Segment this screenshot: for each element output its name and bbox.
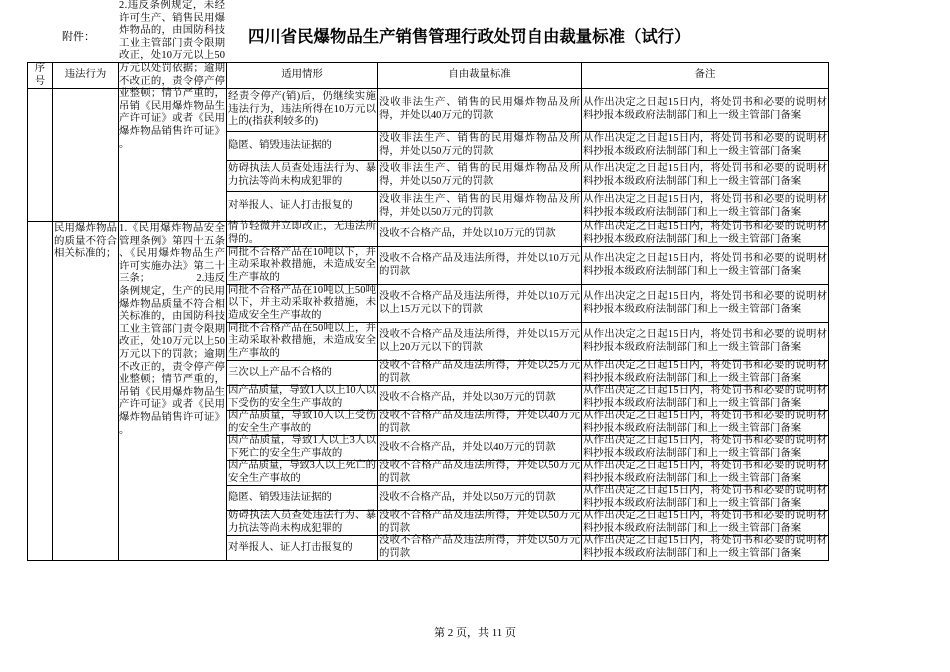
remark-line: 料抄报本级政府法制部门和上一级主管部门备案 [583,206,802,218]
situation-text [228,436,376,460]
situation-line: 因产品质量，导致1人以上3人以 [228,435,377,447]
situation-cell [226,322,378,361]
attachment-label: 附件： [62,31,95,43]
situation-text [228,411,376,435]
situation-text [228,536,376,560]
basis-line [119,273,225,286]
standard-cell [377,88,582,132]
remark-line: 料抄报本级政府法制部门和上一级主管部门备案 [583,303,802,315]
remark-line: 料抄报本级政府法制部门和上一级主管部门备案 [583,523,802,534]
remark-cell [581,535,829,561]
remark-line: 从作出决定之日起15日内，将处罚书和必要的说明材 [583,290,828,302]
remark-line: 从作出决定之日起15日内，将处罚书和必要的说明材 [583,485,828,497]
remark-line: 料抄报本级政府法制部门和上一级主管部门备案 [583,498,802,509]
header-number-char: 号 [34,75,46,87]
standard-line: 没收不合格产品，并处以40万元的罚款 [379,441,556,453]
header-situation: 适用情形 [281,69,323,81]
remark-cell [581,284,829,323]
situation-line: 力抗法等尚未构成犯罪的 [228,523,343,534]
table-row [226,246,829,285]
header-remark: 备注 [694,69,716,81]
standard-line: 得，并处以50万元的罚款 [379,176,494,187]
remark-line: 从作出决定之日起15日内，将处罚书和必要的说明材 [583,360,828,372]
remark-line: 从作出决定之日起15日内，将处罚书和必要的说明材 [583,385,828,397]
situation-line: 安全生产事故的 [228,473,301,484]
standard-cell [377,510,582,536]
situation-line: 违法行为，违法所得在10万元以 [228,103,377,115]
situation-cell [226,246,378,285]
basis-line: 爆炸物品销售许可证》 [119,411,226,423]
standard-text [379,89,580,131]
remark-line: 料抄报本级政府法制部门和上一级主管部门备案 [583,423,802,434]
standard-cell [377,131,582,161]
situation-cell [226,385,378,411]
remark-cell [581,410,829,436]
remark-text [583,511,827,535]
situation-text [228,461,376,485]
header-cell-remark [581,62,829,89]
standard-text [379,247,580,284]
remark-line: 从作出决定之日起15日内，将处罚书和必要的说明材 [583,410,828,422]
table-row [226,385,829,411]
standard-cell [377,360,582,386]
situation-line: 妨碍执法人员查处违法行为、暴 [228,510,377,522]
basis-line: 不改正的，责令停产停 [119,361,226,373]
basis-line: 爆炸物品质量不符合相 [119,298,226,310]
standard-text [379,536,580,560]
standard-line: 没收不合格产品及违法所得，并处以15万元 [379,328,581,340]
violation-cell [52,221,119,561]
basis-line: 改正，处10万元以上50 [119,50,226,62]
standard-cell [377,191,582,222]
remark-text [583,486,827,510]
situation-line: 下受伤的安全生产事故的 [228,398,343,409]
basis-line: 产许可证》或者《民用 [119,399,226,411]
remark-text [583,386,827,410]
basis-line: 。 [119,138,130,150]
situation-line: 妨碍执法人员查处违法行为、暴 [228,163,377,175]
standard-line: 没收不合格产品，并处以30万元的罚款 [379,391,556,403]
standard-text [379,411,580,435]
table-row [226,322,829,361]
basis-line: 吊销《民用爆炸物品生 [119,100,226,112]
situation-cell [226,221,378,247]
remark-cell [581,246,829,285]
situation-line: 上的(指获利较多的) [228,116,319,128]
standard-text [379,323,580,360]
situation-line: 对举报人、证人打击报复的 [228,541,353,553]
table-row [226,221,829,247]
situation-line: 对举报人、证人打击报复的 [228,200,353,212]
remark-line: 从作出决定之日起15日内，将处罚书和必要的说明材 [583,252,828,264]
basis-line: 产许可证》或者《民用 [119,113,226,125]
remark-cell [581,485,829,511]
situation-line: 造成安全生产事故的 [228,309,322,321]
standard-text [379,386,580,410]
situation-line: 同批不合格产品在10吨以下，并 [228,246,377,258]
table-row [226,510,829,536]
remark-line: 从作出决定之日起15日内，将处罚书和必要的说明材 [583,510,828,522]
standard-cell [377,485,582,511]
remark-line: 从作出决定之日起15日内，将处罚书和必要的说明材 [583,328,828,340]
standard-line: 没收非法生产、销售的民用爆炸物品及所 [379,97,581,109]
remark-text [583,436,827,460]
situation-text [228,511,376,535]
remark-cell [581,460,829,486]
situation-cell [226,435,378,461]
remark-line: 料抄报本级政府法制部门和上一级主管部门备案 [583,110,802,121]
basis-line: 、《民用爆炸物品生产 [119,248,226,260]
remark-text [583,536,827,560]
standard-line: 没收不合格产品及违法所得，并处以10万元 [379,252,581,264]
number-cell [27,221,53,561]
standard-line: 以上20万元以下的罚款 [379,341,483,353]
situation-line: 情节轻微并立即改正，无违法所 [228,221,377,233]
violation-text [54,223,117,261]
situation-line: 得的。 [228,234,260,245]
standard-cell [377,435,582,461]
remark-line: 从作出决定之日起15日内，将处罚书和必要的说明材 [583,535,828,547]
remark-cell [581,385,829,411]
situation-line: 因产品质量，导致1人以上10人以 [228,385,376,397]
standard-line: 没收不合格产品，并处以10万元的罚款 [379,227,556,239]
basis-line: 吊销《民用爆炸物品生 [119,386,226,398]
remark-line: 料抄报本级政府法制部门和上一级主管部门备案 [583,473,802,484]
basis-text [119,223,225,437]
remark-line: 料抄报本级政府法制部门和上一级主管部门备案 [583,176,802,187]
document-title: 四川省民爆物品生产销售管理行政处罚自由裁量标准（试行） [248,28,691,46]
basis-line-part: 2.违反 [196,273,225,285]
standard-line: 的罚款 [379,373,411,384]
basis-line-part: 三条； [119,273,151,285]
basis-line-with-header [119,63,225,76]
remark-text [583,247,827,284]
violation-line: 民用爆炸物品 [54,223,118,234]
situation-line: 生产事故的 [228,271,280,283]
remark-text [583,323,827,360]
table-row [226,284,829,323]
situation-line: 经责令停产(销)后，仍继续实施 [228,91,377,103]
standard-line: 的罚款 [379,473,411,484]
standard-text [379,486,580,510]
standard-cell [377,246,582,285]
standard-text [379,222,580,246]
basis-line: 万元以下的罚款；逾期 [119,348,226,360]
header-number-char: 序 [34,62,46,74]
basis-line: 2.违反条例规定，未经 [119,0,226,11]
remark-cell [581,221,829,247]
basis-line: 工业主管部门责令限期 [119,323,226,335]
remark-text [583,411,827,435]
situation-cell [226,485,378,511]
standard-cell [377,284,582,323]
situation-cell [226,191,378,222]
standard-line: 没收不合格产品及违法所得，并处以40万元 [379,410,581,422]
remark-line: 从作出决定之日起15日内，将处罚书和必要的说明材 [583,435,828,447]
violation-line: 相关标准的； [54,248,117,260]
situation-line: 同批不合格产品在50吨以上，并 [228,322,377,334]
table-row [226,88,829,132]
standard-cell [377,410,582,436]
situation-text [228,323,376,360]
basis-line: 许可实施办法》第二十 [119,260,226,272]
standard-text [379,132,580,160]
standard-cell [377,322,582,361]
situation-line: 主动采取补救措施，未造成安全 [228,335,377,347]
situation-cell [226,510,378,536]
table-row [226,435,829,461]
header-cell-violation [52,62,119,89]
basis-line: 1.《民用爆炸物品安全 [119,223,226,234]
page-footer: 第 2 页，共 11 页 [433,627,517,639]
remark-line: 料抄报本级政府法制部门和上一级主管部门备案 [583,398,802,409]
basis-line: 管理条例》第四十五条 [119,235,226,247]
remark-line: 料抄报本级政府法制部门和上一级主管部门备案 [583,448,802,459]
situation-line: 力抗法等尚未构成犯罪的 [228,176,343,187]
standard-line: 得，并处以50万元的罚款 [379,146,494,157]
remark-line: 从作出决定之日起15日内，将处罚书和必要的说明材 [583,97,828,109]
standard-cell [377,160,582,192]
basis-line: 业整顿；情节严重的， [119,88,226,100]
remark-line: 料抄报本级政府法制部门和上一级主管部门备案 [583,146,802,157]
standard-line: 没收不合格产品及违法所得，并处以10万元 [379,290,581,302]
remark-cell [581,160,829,192]
situation-cell [226,460,378,486]
situation-text [228,247,376,284]
situation-line: 隐匿、销毁违法证据的 [228,139,332,151]
remark-cell [581,131,829,161]
header-cell-situation [226,62,378,89]
header-violation: 违法行为 [64,69,107,81]
basis-line: 条例规定，生产的民用 [119,285,226,297]
remark-line: 料抄报本级政府法制部门和上一级主管部门备案 [583,548,802,559]
basis-line: 业整顿；情节严重的， [119,374,226,386]
situation-text [228,486,376,510]
standard-text [379,285,580,322]
situation-line: 下死亡的安全生产事故的 [228,448,343,459]
situation-cell [226,410,378,436]
basis-line: 关标准的，由国防科技 [119,311,226,323]
situation-text [228,285,376,322]
standard-line: 没收非法生产、销售的民用爆炸物品及所 [379,163,581,175]
situation-line: 三次以上产品不合格的 [228,366,332,378]
basis-line: 炸物品的，由国防科技 [119,25,226,37]
situation-line: 同批不合格产品在10吨以上50吨 [228,284,377,296]
situation-line: 因产品质量，导致3人以上死亡的 [228,460,376,472]
situation-cell [226,284,378,323]
situation-line: 隐匿、销毁违法证据的 [228,491,332,503]
situation-text [228,132,376,160]
table-row [226,535,829,561]
situation-text [228,222,376,246]
standard-text [379,161,580,191]
basis-line: 。 [119,424,130,436]
basis-line: 爆炸物品销售许可证》 [119,125,226,137]
standard-text [379,461,580,485]
header-standard: 自由裁量标准 [448,69,511,81]
standard-line: 的罚款 [379,548,411,559]
header-basis: 处罚依据 [150,62,194,74]
standard-line: 没收不合格产品及违法所得，并处以50万元 [379,460,581,472]
standard-text [379,361,580,385]
remark-text [583,161,827,191]
remark-text [583,132,827,160]
remark-text [583,285,827,322]
basis-cell [118,221,227,561]
situation-cell [226,360,378,386]
basis-line: 不改正的，责令停产停 [119,75,226,87]
remark-cell [581,191,829,222]
remark-text [583,89,827,131]
situation-line: 以下，并主动采取补救措施，未 [228,297,377,309]
basis-line: 改正，处10万元以上50 [119,336,226,348]
remark-line: 料抄报本级政府法制部门和上一级主管部门备案 [583,265,802,277]
situation-text [228,192,376,221]
standard-line: 没收非法生产、销售的民用爆炸物品及所 [379,193,581,205]
remark-text [583,461,827,485]
situation-line: 主动采取补救措施，未造成安全 [228,259,377,271]
remark-line: 从作出决定之日起15日内，将处罚书和必要的说明材 [583,460,828,472]
standard-text [379,192,580,221]
standard-cell [377,535,582,561]
basis-line: 许可生产、销售民用爆 [119,12,226,24]
remark-line: 从作出决定之日起15日内，将处罚书和必要的说明材 [583,193,828,205]
situation-text [228,361,376,385]
standard-line: 没收不合格产品，并处以50万元的罚款 [379,491,556,503]
standard-line: 得，并处以50万元的罚款 [379,206,494,218]
header-cell-number [27,62,53,89]
table-row [226,460,829,486]
carryover-basis-text [119,0,225,151]
standard-line: 的罚款 [379,423,411,434]
remark-cell [581,360,829,386]
table-row [226,485,829,511]
situation-text [228,89,376,131]
remark-line: 料抄报本级政府法制部门和上一级主管部门备案 [583,341,802,353]
situation-line: 因产品质量，导致10人以上受伤 [228,410,377,422]
number-cell [27,88,53,222]
situation-text [228,386,376,410]
standard-line: 的罚款 [379,265,411,277]
table-row [226,410,829,436]
table-row [226,131,829,161]
standard-line: 没收非法生产、销售的民用爆炸物品及所 [379,133,581,145]
standard-line: 没收不合格产品及违法所得，并处以25万元 [379,360,581,372]
remark-line: 料抄报本级政府法制部门和上一级主管部门备案 [583,234,802,245]
standard-line: 得，并处以40万元的罚款 [379,110,494,121]
remark-line: 从作出决定之日起15日内，将处罚书和必要的说明材 [583,221,828,233]
standard-line: 没收不合格产品及违法所得，并处以50万元 [379,535,581,547]
remark-cell [581,88,829,132]
remark-text [583,222,827,246]
remark-line: 从作出决定之日起15日内，将处罚书和必要的说明材 [583,133,828,145]
remark-cell [581,435,829,461]
situation-cell [226,88,378,132]
standard-line: 的罚款 [379,523,411,534]
standard-line: 没收不合格产品及违法所得，并处以50万元 [379,510,581,522]
table-row [226,360,829,386]
basis-line: 工业主管部门责令限期 [119,37,226,49]
standard-text [379,511,580,535]
remark-text [583,361,827,385]
situation-cell [226,131,378,161]
situation-line: 的安全生产事故的 [228,423,312,434]
standard-text [379,436,580,460]
standard-cell [377,221,582,247]
basis-line-fragment: ；逾期 [193,62,226,74]
remark-cell [581,510,829,536]
violation-line: 的质量不符合 [54,235,118,247]
remark-cell [581,322,829,361]
standard-line: 以上15万元以下的罚款 [379,303,483,315]
situation-cell [226,535,378,561]
table-row [226,191,829,222]
situation-text [228,161,376,191]
situation-cell [226,160,378,192]
header-cell-standard [377,62,582,89]
situation-line: 生产事故的 [228,347,280,359]
table-row [226,160,829,192]
remark-text [583,192,827,221]
standard-cell [377,460,582,486]
remark-line: 料抄报本级政府法制部门和上一级主管部门备案 [583,373,802,384]
violation-cell [52,88,119,222]
standard-cell [377,385,582,411]
remark-line: 从作出决定之日起15日内，将处罚书和必要的说明材 [583,163,828,175]
basis-line-fragment: 万元以 [119,62,151,74]
